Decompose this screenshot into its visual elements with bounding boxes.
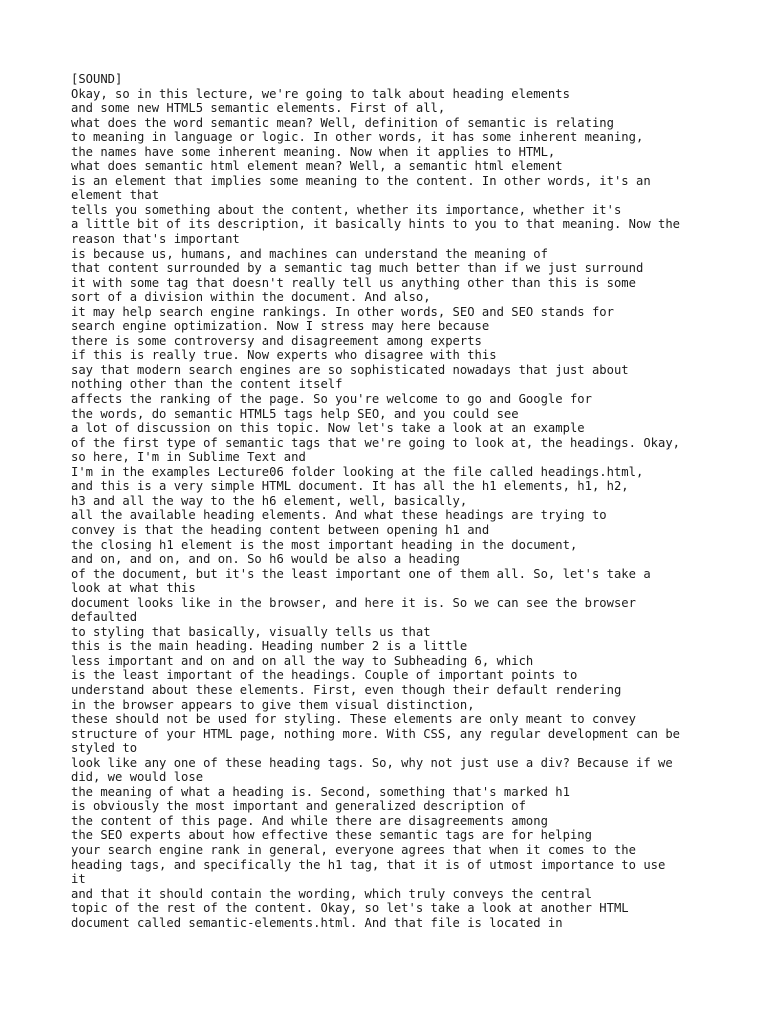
transcript-line: and this is a very simple HTML document. It has all the h1 elements, h1, h2,: [71, 479, 629, 494]
transcript-line: nothing other than the content itself: [71, 377, 343, 392]
transcript-line: reason that's important: [71, 232, 240, 247]
transcript-line: that content surrounded by a semantic tag much better than if we just surround: [71, 261, 644, 276]
transcript-line: defaulted: [71, 610, 138, 625]
transcript-line: the content of this page. And while there are disagreements among: [71, 813, 548, 828]
transcript-line: tells you something about the content, whether its importance, whether it's: [71, 202, 622, 217]
transcript-line: all the available heading elements. And what these headings are trying to: [71, 508, 607, 523]
transcript-line: to meaning in language or logic. In other words, it has some inherent meaning,: [71, 130, 644, 145]
transcript-line: so here, I'm in Sublime Text and: [71, 450, 306, 465]
transcript-line: styled to: [71, 741, 138, 756]
transcript-line: and that it should contain the wording, which truly conveys the central: [71, 886, 592, 901]
transcript-line: it with some tag that doesn't really tell us anything other than this is some: [71, 275, 636, 290]
transcript-line: if this is really true. Now experts who disagree with this: [71, 348, 497, 363]
transcript-line: of the document, but it's the least important one of them all. So, let's take a: [71, 566, 651, 581]
transcript-line: say that modern search engines are so sophisticated nowadays that just about: [71, 362, 629, 377]
transcript-line: the SEO experts about how effective these semantic tags are for helping: [71, 828, 592, 843]
transcript-line: look like any one of these heading tags. So, why not just use a div? Because if we: [71, 755, 673, 770]
transcript-line: document looks like in the browser, and here it is. So we can see the browser: [71, 595, 636, 610]
transcript-line: did, we would lose: [71, 770, 204, 785]
transcript-line: your search engine rank in general, everyone agrees that when it comes to the: [71, 842, 636, 857]
transcript-line: document called semantic-elements.html. And that file is located in: [71, 915, 563, 930]
transcript-line: this is the main heading. Heading number 2 is a little: [71, 639, 468, 654]
transcript-line: structure of your HTML page, nothing more. With CSS, any regular development can be: [71, 726, 681, 741]
transcript-line: and some new HTML5 semantic elements. First of all,: [71, 101, 446, 116]
transcript-line: is the least important of the headings. Couple of important points to: [71, 668, 578, 683]
transcript-text: [71, 72, 701, 930]
transcript-line: of the first type of semantic tags that we're going to look at, the headings. Okay,: [71, 435, 681, 450]
transcript-line: h3 and all the way to the h6 element, well, basically,: [71, 493, 468, 508]
transcript-line: it may help search engine rankings. In other words, SEO and SEO stands for: [71, 304, 614, 319]
transcript-line: and on, and on, and on. So h6 would be also a heading: [71, 552, 460, 567]
transcript-line: these should not be used for styling. These elements are only meant to convey: [71, 712, 636, 727]
transcript-line: it: [71, 872, 86, 887]
transcript-line: the words, do semantic HTML5 tags help SEO, and you could see: [71, 406, 519, 421]
transcript-line: in the browser appears to give them visual distinction,: [71, 697, 475, 712]
transcript-line: search engine optimization. Now I stress may here because: [71, 319, 490, 334]
transcript-line: what does semantic html element mean? Well, a semantic html element: [71, 159, 563, 174]
transcript-line: the meaning of what a heading is. Second, something that's marked h1: [71, 784, 570, 799]
transcript-line: the names have some inherent meaning. Now when it applies to HTML,: [71, 144, 556, 159]
transcript-line: Okay, so in this lecture, we're going to talk about heading elements: [71, 86, 570, 101]
transcript-line: a lot of discussion on this topic. Now let's take a look at an example: [71, 421, 585, 436]
transcript-line: I'm in the examples Lecture06 folder looking at the file called headings.html,: [71, 464, 644, 479]
transcript-line: convey is that the heading content between opening h1 and: [71, 522, 490, 537]
transcript-line: element that: [71, 188, 160, 203]
transcript-line: there is some controversy and disagreement among experts: [71, 333, 482, 348]
transcript-line: the closing h1 element is the most important heading in the document,: [71, 537, 578, 552]
transcript-line: is because us, humans, and machines can understand the meaning of: [71, 246, 548, 261]
transcript-line: sort of a division within the document. And also,: [71, 290, 431, 305]
transcript-line: topic of the rest of the content. Okay, so let's take a look at another HTML: [71, 901, 629, 916]
transcript-line: is an element that implies some meaning to the content. In other words, it's an: [71, 173, 651, 188]
transcript-line: is obviously the most important and generalized description of: [71, 799, 526, 814]
transcript-line: a little bit of its description, it basically hints to you to that meaning. Now the: [71, 217, 681, 232]
transcript-line: less important and on and on all the way to Subheading 6, which: [71, 653, 534, 668]
transcript-line: affects the ranking of the page. So you're welcome to go and Google for: [71, 392, 592, 407]
transcript-line: understand about these elements. First, even though their default rendering: [71, 682, 622, 697]
transcript-line: what does the word semantic mean? Well, definition of semantic is relating: [71, 115, 614, 130]
transcript-line: heading tags, and specifically the h1 tag, that it is of utmost importance to use: [71, 857, 666, 872]
transcript-line: to styling that basically, visually tells us that: [71, 624, 431, 639]
transcript-line: [SOUND]: [71, 72, 123, 86]
transcript-line: look at what this: [71, 581, 196, 596]
